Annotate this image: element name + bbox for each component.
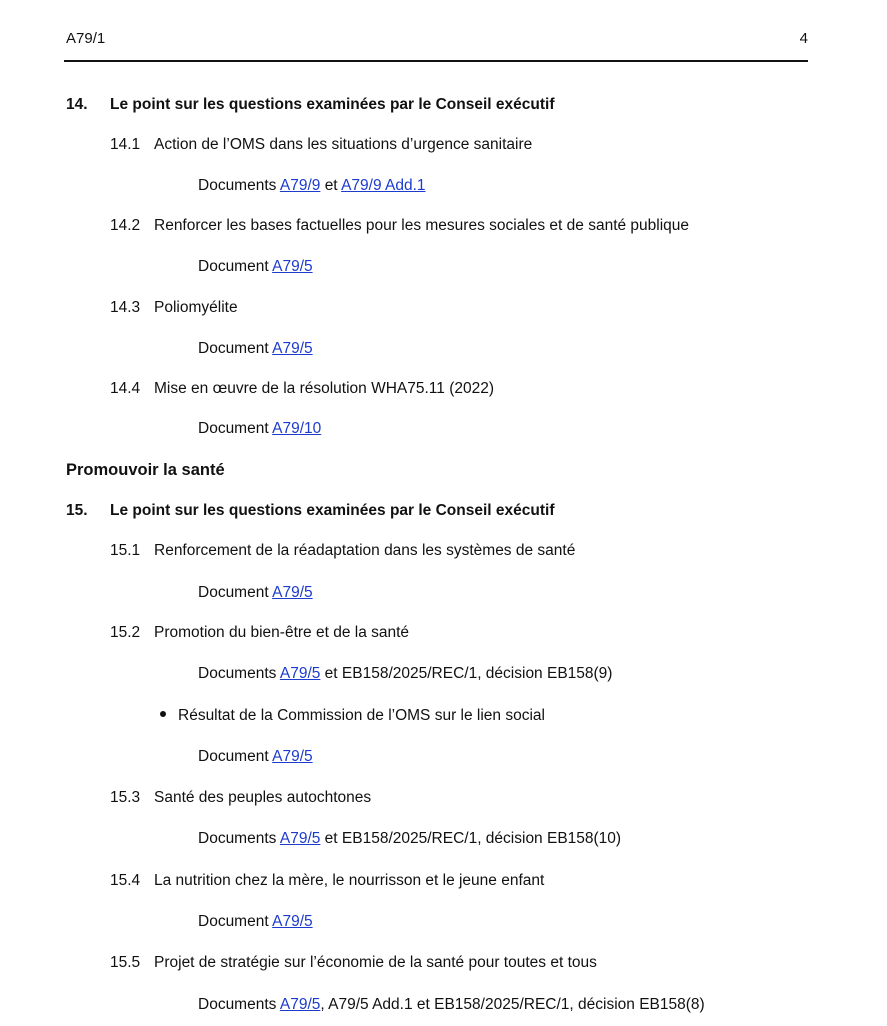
document-suffix: , A79/5 Add.1 et EB158/2025/REC/1, décision EB158(8): [320, 996, 705, 1013]
document-reference: [198, 419, 321, 439]
subitem-number: 14.3: [110, 299, 141, 316]
document-reference: [198, 995, 705, 1015]
document-link[interactable]: A79/5: [279, 830, 321, 847]
subitem-number: 15.3: [110, 789, 141, 806]
subitem-title: Projet de stratégie sur l’économie de la santé pour toutes et tous: [154, 954, 597, 971]
document-code: A79/1: [66, 30, 106, 47]
subitem-title: Mise en œuvre de la résolution WHA75.11 (2022): [154, 380, 495, 397]
document-reference: [198, 664, 612, 684]
section-number: 15.: [66, 502, 88, 519]
agenda-subitem: [110, 135, 532, 155]
document-link[interactable]: A79/10: [272, 420, 322, 437]
document-link[interactable]: A79/5: [279, 996, 321, 1013]
page-header: [66, 30, 808, 52]
document-suffix: et EB158/2025/REC/1, décision EB158(10): [320, 830, 622, 847]
subitem-title: Santé des peuples autochtones: [154, 789, 372, 806]
document-link[interactable]: A79/5: [272, 584, 313, 601]
bullet-text: Résultat de la Commission de l’OMS sur le lien social: [178, 707, 545, 724]
document-label: Document: [198, 420, 269, 437]
document-reference: [198, 912, 313, 932]
page-number: 4: [799, 30, 808, 47]
document-reference: [198, 339, 313, 359]
bullet-icon: [160, 711, 166, 717]
document-link[interactable]: A79/9: [279, 177, 321, 194]
section-title: Le point sur les questions examinées par le Conseil exécutif: [110, 502, 555, 519]
document-label: Document: [198, 258, 269, 275]
document-link[interactable]: A79/9 Add.1: [341, 177, 426, 194]
document-reference: [198, 257, 313, 277]
document-label: Documents: [198, 830, 277, 847]
subitem-number: 14.1: [110, 136, 141, 153]
document-reference: [198, 583, 313, 603]
section-number: 14.: [66, 96, 88, 113]
document-reference: [198, 747, 313, 767]
document-label: Documents: [198, 996, 277, 1013]
document-suffix: et EB158/2025/REC/1, décision EB158(9): [320, 665, 613, 682]
subitem-number: 15.1: [110, 542, 141, 559]
document-link[interactable]: A79/5: [272, 340, 313, 357]
heading-text: Promouvoir la santé: [66, 461, 225, 479]
subitem-number: 15.4: [110, 872, 141, 889]
document-link[interactable]: A79/5: [272, 258, 313, 275]
agenda-subitem: [110, 623, 409, 643]
section-title: Le point sur les questions examinées par le Conseil exécutif: [110, 96, 555, 113]
document-connector: et: [324, 177, 338, 194]
document-label: Documents: [198, 177, 277, 194]
header-rule: [64, 60, 808, 62]
subitem-title: Renforcement de la réadaptation dans les systèmes de santé: [154, 542, 576, 559]
document-link[interactable]: A79/5: [279, 665, 321, 682]
subitem-number: 15.2: [110, 624, 141, 641]
agenda-subitem: [110, 541, 575, 561]
subitem-number: 14.2: [110, 217, 141, 234]
bullet-item: [160, 706, 545, 726]
subitem-number: 14.4: [110, 380, 141, 397]
agenda-subitem: [110, 953, 597, 973]
agenda-subitem: [110, 871, 544, 891]
agenda-section-item: [66, 501, 554, 521]
agenda-section-item: [66, 95, 554, 115]
agenda-subitem: [110, 788, 371, 808]
document-label: Document: [198, 748, 269, 765]
subitem-title: Promotion du bien-être et de la santé: [154, 624, 410, 641]
subitem-number: 15.5: [110, 954, 141, 971]
document-label: Document: [198, 340, 269, 357]
subitem-title: Renforcer les bases factuelles pour les mesures sociales et de santé publique: [154, 217, 690, 234]
document-reference: [198, 176, 426, 196]
agenda-subitem: [110, 298, 238, 318]
document-reference: [198, 829, 621, 849]
section-heading: [66, 460, 225, 480]
document-label: Document: [198, 913, 269, 930]
document-link[interactable]: A79/5: [272, 913, 313, 930]
document-link[interactable]: A79/5: [272, 748, 313, 765]
agenda-subitem: [110, 216, 689, 236]
document-label: Documents: [198, 665, 277, 682]
subitem-title: Action de l’OMS dans les situations d’urgence sanitaire: [154, 136, 533, 153]
agenda-subitem: [110, 379, 494, 399]
subitem-title: Poliomyélite: [154, 299, 238, 316]
document-label: Document: [198, 584, 269, 601]
subitem-title: La nutrition chez la mère, le nourrisson et le jeune enfant: [154, 872, 545, 889]
